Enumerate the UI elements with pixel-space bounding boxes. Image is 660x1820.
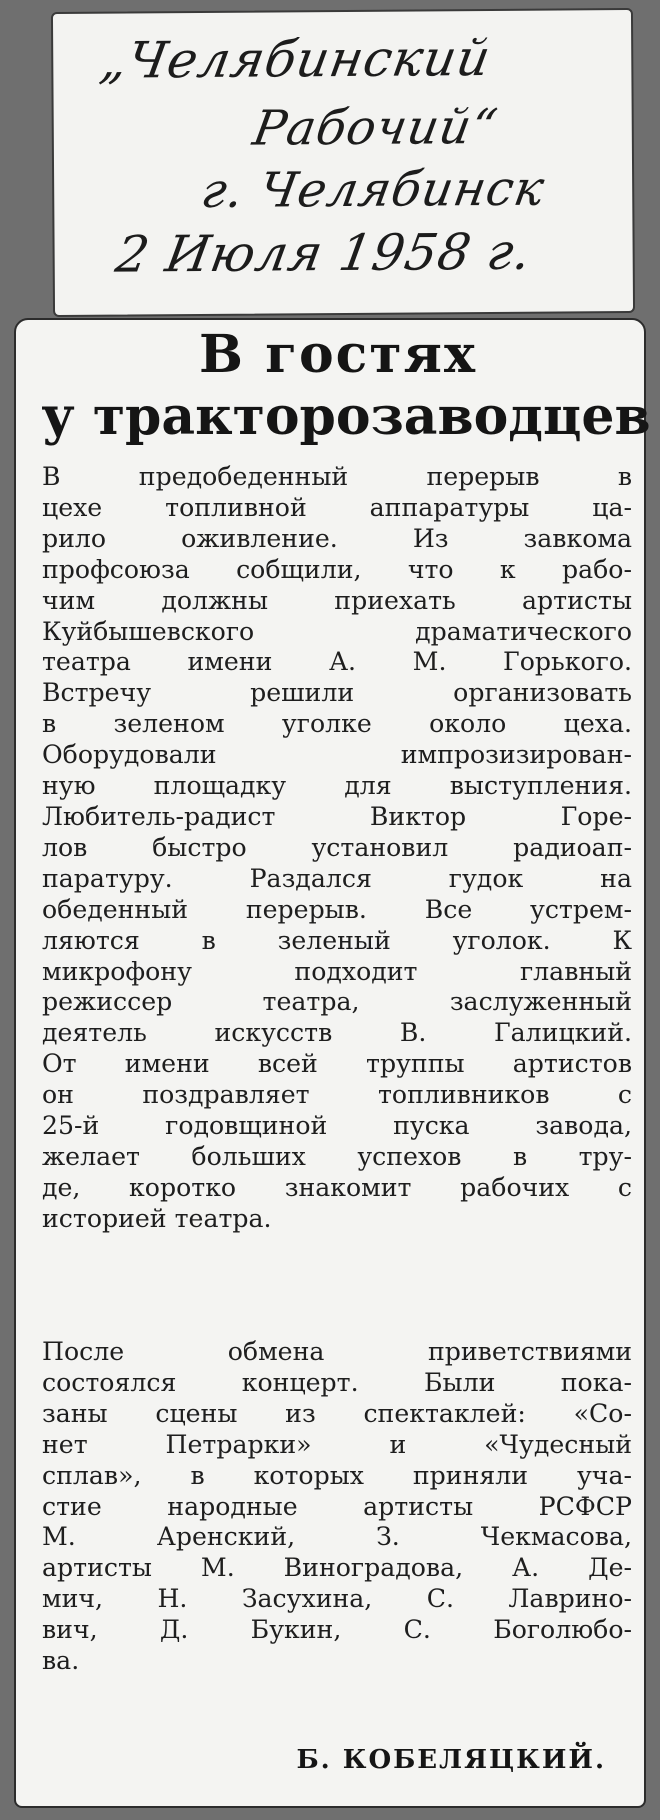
article-text-line: От имени всей труппы артистов xyxy=(42,1049,632,1079)
article-text-line: желает больших успехов в тру- xyxy=(42,1141,632,1171)
article-text-line: М. Аренский, З. Чекмасова, xyxy=(42,1522,632,1552)
article-text-line: Любитель-радист Виктор Горе- xyxy=(42,801,632,831)
handwritten-newspaper-name-cont: Рабочий“ xyxy=(249,98,502,157)
article-text-line: мич, Н. Засухина, С. Лаврино- xyxy=(42,1584,632,1614)
handwritten-date: 2 Июля 1958 г. xyxy=(111,222,537,284)
article-paragraph-2 xyxy=(42,1337,632,1677)
article-headline-line2: у тракторозаводцев xyxy=(41,386,651,447)
article-text-line: нет Петрарки» и «Чудесный xyxy=(42,1429,632,1459)
article-text-line: ляются в зеленый уголок. К xyxy=(42,925,632,955)
article-text-line: профсоюза собщили, что к рабо- xyxy=(42,554,632,584)
article-text-line: вич, Д. Букин, С. Боголюбо- xyxy=(42,1615,632,1645)
article-text-line: рило оживление. Из завкома xyxy=(42,523,632,553)
article-text-line: состоялся концерт. Были пока- xyxy=(42,1367,632,1397)
article-text-line: артисты М. Виноградова, А. Де- xyxy=(42,1553,632,1583)
article-text-line: он поздравляет топливников с xyxy=(42,1080,632,1110)
handwritten-city: г. Челябинск xyxy=(197,160,549,220)
article-text-line: лов быстро установил радиоап- xyxy=(42,832,632,862)
article-text-line: Куйбышевского драматического xyxy=(42,616,632,646)
article-text-line: цехе топливной аппаратуры ца- xyxy=(42,492,632,522)
article-text-line: в зеленом уголке около цеха. xyxy=(42,709,632,739)
article-text-line: стие народные артисты РСФСР xyxy=(42,1491,632,1521)
article-text-line: микрофону подходит главный xyxy=(42,956,632,986)
article-text-line: паратуру. Раздался гудок на xyxy=(42,863,632,893)
article-text-line: В предобеденный перерыв в xyxy=(42,462,632,491)
article-text-line: режиссер театра, заслуженный xyxy=(42,987,632,1017)
handwritten-newspaper-name: „Челябинский xyxy=(96,28,496,90)
article-text-line: заны сцены из спектаклей: «Со- xyxy=(42,1398,632,1428)
article-text-line: После обмена приветствиями xyxy=(42,1337,632,1366)
article-headline-line1: В гостях xyxy=(199,324,477,385)
article-text-line: ва. xyxy=(42,1646,80,1676)
article-text-line: историей театра. xyxy=(42,1203,272,1233)
article-paragraph-1 xyxy=(42,462,632,1235)
article-text-line: де, коротко знакомит рабочих с xyxy=(42,1172,632,1202)
article-text-line: деятель искусств В. Галицкий. xyxy=(42,1018,632,1048)
article-text-line: чим должны приехать артисты xyxy=(42,585,632,615)
article-text-line: ную площадку для выступления. xyxy=(42,771,632,801)
article-text-line: Оборудовали импрозизирован- xyxy=(42,740,632,770)
article-text-line: обеденный перерыв. Все устрем- xyxy=(42,894,632,924)
article-text-line: театра имени А. М. Горького. xyxy=(42,647,632,677)
newspaper-clipping xyxy=(14,318,651,1808)
article-author-signature: Б. КОБЕЛЯЦКИЙ. xyxy=(296,1745,606,1775)
article-text-line: 25-й годовщиной пуска завода, xyxy=(42,1111,632,1141)
article-text-line: Встречу решили организовать xyxy=(42,678,632,708)
article-text-line: сплав», в которых приняли уча- xyxy=(42,1460,632,1490)
handwritten-source-label xyxy=(51,8,635,317)
